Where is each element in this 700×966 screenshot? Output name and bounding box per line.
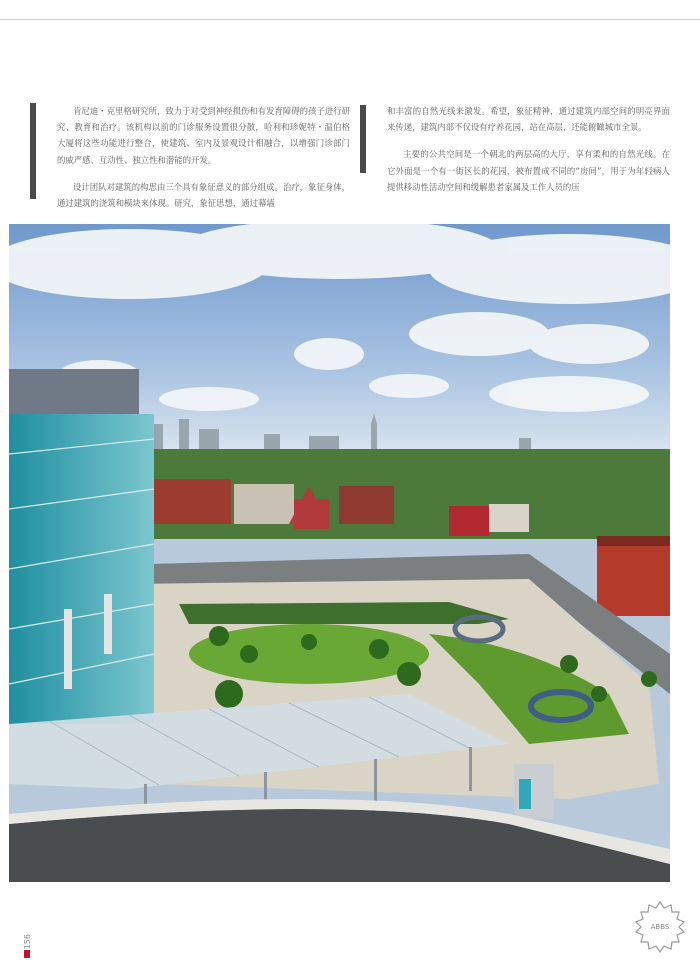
paragraph: 设计团队对建筑的构思由三个具有象征意义的部分组成。治疗，象征身体，通过建筑的浇筑和模块来体现。研究，象征思想，通过幕墙 — [57, 181, 350, 209]
page-number: 156 — [23, 934, 32, 950]
top-rule — [0, 19, 700, 20]
paragraph: 肯尼迪・克里格研究所，致力于对受到神经损伤和有发育障碍的孩子进行研究、教育和治疗。该机构以前的门诊服务设置很分散，哈利和珍妮特・温伯格大厦将这些功能进行整合，使建筑、室内及景观设计相融合，以增强门诊部门的威严感、互动性、独立性和潜能的开发。 — [57, 106, 350, 165]
watermark-logo — [628, 898, 692, 954]
column-bar — [360, 105, 366, 173]
paragraph: 主要的公共空间是一个朝北的两层高的大厅，享有柔和的自然光线。在它外面是一个有一街区长的花园，被布置成不同的“房间”，用于为年轻病人提供移动性活动空间和缓解患者家属及工作人员的压 — [387, 149, 670, 192]
svg-text:ABBS: ABBS — [650, 923, 670, 931]
text-column-right — [360, 103, 670, 199]
column-text — [387, 103, 670, 195]
text-column-left — [30, 103, 350, 209]
driveway — [9, 809, 670, 882]
kiosk-glass — [519, 779, 531, 809]
column-text — [57, 103, 350, 211]
glass-building — [9, 369, 154, 724]
photo-illustration — [9, 224, 670, 882]
column-bar — [30, 103, 36, 199]
aerial-photo — [9, 224, 670, 882]
page-marker — [24, 950, 30, 958]
paragraph: 和丰富的自然光线来激发。希望，象征精神，通过建筑内部空间的明亮界面来传递，建筑内部不仅设有疗养花园，站在高层，还能俯瞰城市全景。 — [387, 106, 670, 133]
